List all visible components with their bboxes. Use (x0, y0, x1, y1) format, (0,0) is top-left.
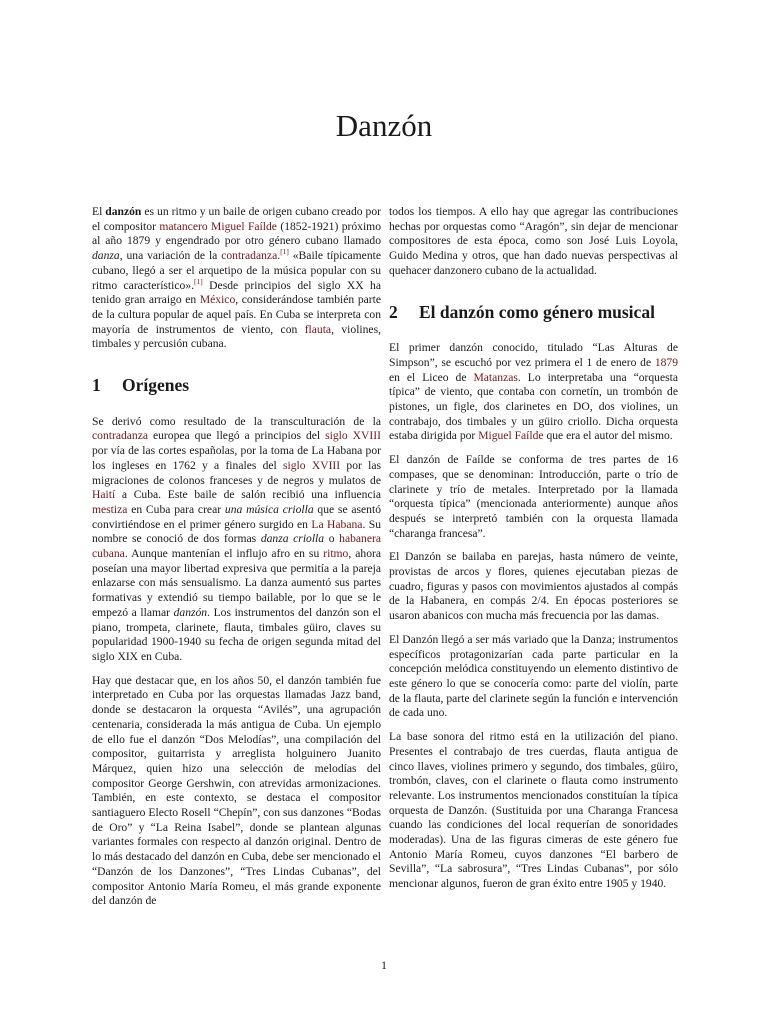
text: El primer danzón conocido, titulado “Las Alturas de Simpson”, se escuchó por vez primera el 1 de enero de (389, 341, 678, 369)
link-contradanza[interactable]: contradanza (92, 429, 148, 443)
text: . (277, 249, 281, 263)
genero-paragraph-4: El Danzón llegó a ser más variado que la Danza; instrumentos específicos protagonizarían cada parte particular en la concepción melódica constituyendo un elemento distintivo de este género lo que se conocería como: parte del violín, parte de la flauta, parte del clarinete según la función e intervención de cada uno. (389, 632, 678, 720)
page-number: 1 (381, 958, 387, 972)
section-title: Orígenes (122, 375, 190, 396)
link-ritmo[interactable]: ritmo (323, 547, 349, 561)
citation-1[interactable]: [1] (280, 247, 289, 257)
text: «Baile típicamente cubano, llegó a ser el arquetipo de la música popular con su ritmo característico». (92, 249, 381, 292)
text: . Lo interpretaba una “orquesta típica” de viento, que contaba con cornetín, un trombón de pistones, un figle, dos clarinetes en DO, dos violines, un contrabajo, dos timbales y un güiro criollo. Dicha orquesta estaba dirigida por (389, 370, 678, 443)
text: , una variación de la (119, 249, 222, 263)
text: en Cuba para crear (127, 502, 225, 516)
genero-paragraph-1 (389, 341, 678, 444)
citation-1b[interactable]: [1] (194, 276, 203, 286)
text: El (92, 205, 106, 218)
section-heading-origenes (92, 375, 381, 396)
section-heading-genero-musical (389, 301, 678, 322)
link-miguel-failde[interactable]: Miguel Faílde (211, 219, 277, 233)
link-la-habana[interactable]: La Habana (311, 517, 363, 531)
link-matancero[interactable]: matancero (159, 219, 208, 233)
link-matanzas[interactable]: Matanzas (473, 370, 518, 384)
italic-term: danza criolla (260, 532, 325, 546)
origenes-paragraph-1 (92, 415, 381, 665)
bold-term: danzón (105, 205, 142, 218)
link-miguel-failde[interactable]: Miguel Faílde (478, 429, 544, 443)
intro-paragraph (92, 205, 381, 352)
italic-term: danzón (173, 605, 208, 619)
link-flauta[interactable]: flauta (304, 322, 332, 336)
text: por vía de las cortes españolas, por la toma de La Habana por los ingleses en 1762 y a finales del (92, 444, 381, 472)
link-haiti[interactable]: Haití (92, 488, 116, 502)
text: Se derivó como resultado de la transculturación de la (92, 414, 381, 428)
text: que era el autor del mismo. (543, 429, 673, 443)
link-mexico[interactable]: México (199, 293, 236, 307)
text: Desde principios del siglo XX ha tenido gran arraigo en (92, 278, 381, 307)
text: . Aunque mantenían el influjo afro en su (124, 547, 324, 561)
text: . Su nombre se conoció de dos formas (92, 517, 381, 546)
text: . Los instrumentos del danzón son el piano, trompeta, clarinete, flauta, timbales güiro, claves su popularidad 1900-1940 su fecha de origen segunda mitad del siglo XIX en Cuba. (92, 605, 381, 663)
genero-paragraph-3: El Danzón se bailaba en parejas, hasta número de veinte, provistas de arcos y flores, quienes ejecutaban piezas de cuadro, figuras y pasos con movimientos ajustados al compás de la Habanera, en compás 2/4. En épocas posteriores se usaron abanicos con mucha más frecuencia por las damas. (389, 550, 678, 623)
section-number: 1 (92, 375, 101, 396)
text: que se asentó convirtiéndose en el primer género surgido en (92, 502, 381, 531)
link-habanera-cubana[interactable]: habanera cubana (92, 532, 381, 561)
text: es un ritmo y un baile de origen cubano creado por el compositor (92, 205, 381, 233)
text: , considerándose también parte de la cultura popular de aquel país. En Cuba se interpreta con mayoría de instrumentos de viento, con (92, 293, 381, 336)
link-siglo-xviii[interactable]: siglo XVIII (325, 429, 381, 443)
origenes-paragraph-2-continued: todos los tiempos. A ello hay que agregar las contribuciones hechas por orquestas como “Aragón”, sin dejar de mencionar compositores de esta época, como son José Luis Loyola, Guido Medina y otros, que han dado nuevas perspectivas al quehacer danzonero cubano de la actualidad. (389, 205, 678, 277)
text: (1852-1921) próximo al año 1879 y engendrado por otro género cubano llamado (92, 219, 381, 248)
right-column (389, 205, 678, 901)
italic-term: una música criolla (224, 502, 314, 516)
text: por las migraciones de colonos franceses y de negros y mulatos de (92, 458, 381, 487)
link-siglo-xviii[interactable]: siglo XVIII (283, 458, 341, 472)
text: , violines, timbales y percusión cubana. (92, 322, 381, 351)
link-1879[interactable]: 1879 (654, 355, 678, 369)
left-column (92, 205, 381, 918)
text: a Cuba. Este baile de salón recibió una influencia (115, 488, 381, 502)
origenes-paragraph-2: Hay que destacar que, en los años 50, el danzón también fue interpretado en Cuba por las orquestas llamadas Jazz band, donde se destacaron la orquesta “Avilés”, una agrupación centenaria, considerada la más antigua de Cuba. Un ejemplo de ello fue el danzón “Dos Melodías”, una compilación del compositor, guitarrista y arreglista holguinero Juanito Márquez, quien hizo una selección de melodías del compositor George Gershwin, con atrevidas armonizaciones. También, en este contexto, se destaca el compositor santiaguero Electo Rosell “Chepín”, con sus danzones “Bodas de Oro” y “La Reina Isabel”, donde se plantean algunas variantes formales con respecto al danzón original. Dentro de lo más destacado del danzón en Cuba, debe ser mencionado el “Danzón de los Danzones”, “Tres Lindas Cubanas”, del compositor Antonio María Romeu, el más grande exponente del danzón de (92, 673, 381, 908)
text: europea que llegó a principios del (148, 429, 326, 443)
genero-paragraph-2: El danzón de Faílde se conforma de tres partes de 16 compases, que se denominan: Introducción, parte o trío de clarinete y trío de metales. Interpretado por la llamada “orquesta típica” (mencionada anteriormente) aunque años después se interpretó también con la orquesta llamada “charanga francesa”. (389, 453, 678, 540)
section-title: El danzón como género musical (419, 301, 655, 322)
section-number: 2 (389, 301, 398, 322)
genero-paragraph-5: La base sonora del ritmo está en la utilización del piano. Presentes el contrabajo de tres cuerdas, flauta antigua de cinco llaves, violines primero y segundo, dos timbales, güiro, trombón, claves, con el clarinete o flauta como instrumento relevante. Los instrumentos mencionados constituían la típica orquesta de Danzón. (Sustituida por una Charanga Francesa cuando las condiciones del local requerían de sonoridades moderadas). Una de las figuras cimeras de este género fue Antonio María Romeu, cuyos danzones “El barbero de Sevilla”, “La sabrosura”, “Tres Lindas Cubanas”, por sólo mencionar algunos, fueron de gran éxito entre 1905 y 1940. (389, 730, 678, 891)
text: , ahora poseían una mayor libertad expresiva que permitía a la pareja enlazarse con más sensualismo. La danza aumentó sus partes formativas y extendió su tiempo bailable, por lo que se le empezó a llamar (92, 547, 381, 619)
link-mestiza[interactable]: mestiza (92, 502, 128, 516)
link-contradanza[interactable]: contradanza (221, 249, 278, 263)
text: o (324, 532, 340, 546)
page-title: Danzón (335, 108, 433, 143)
text: en el Liceo de (389, 370, 474, 384)
italic-term: danza (92, 249, 120, 263)
